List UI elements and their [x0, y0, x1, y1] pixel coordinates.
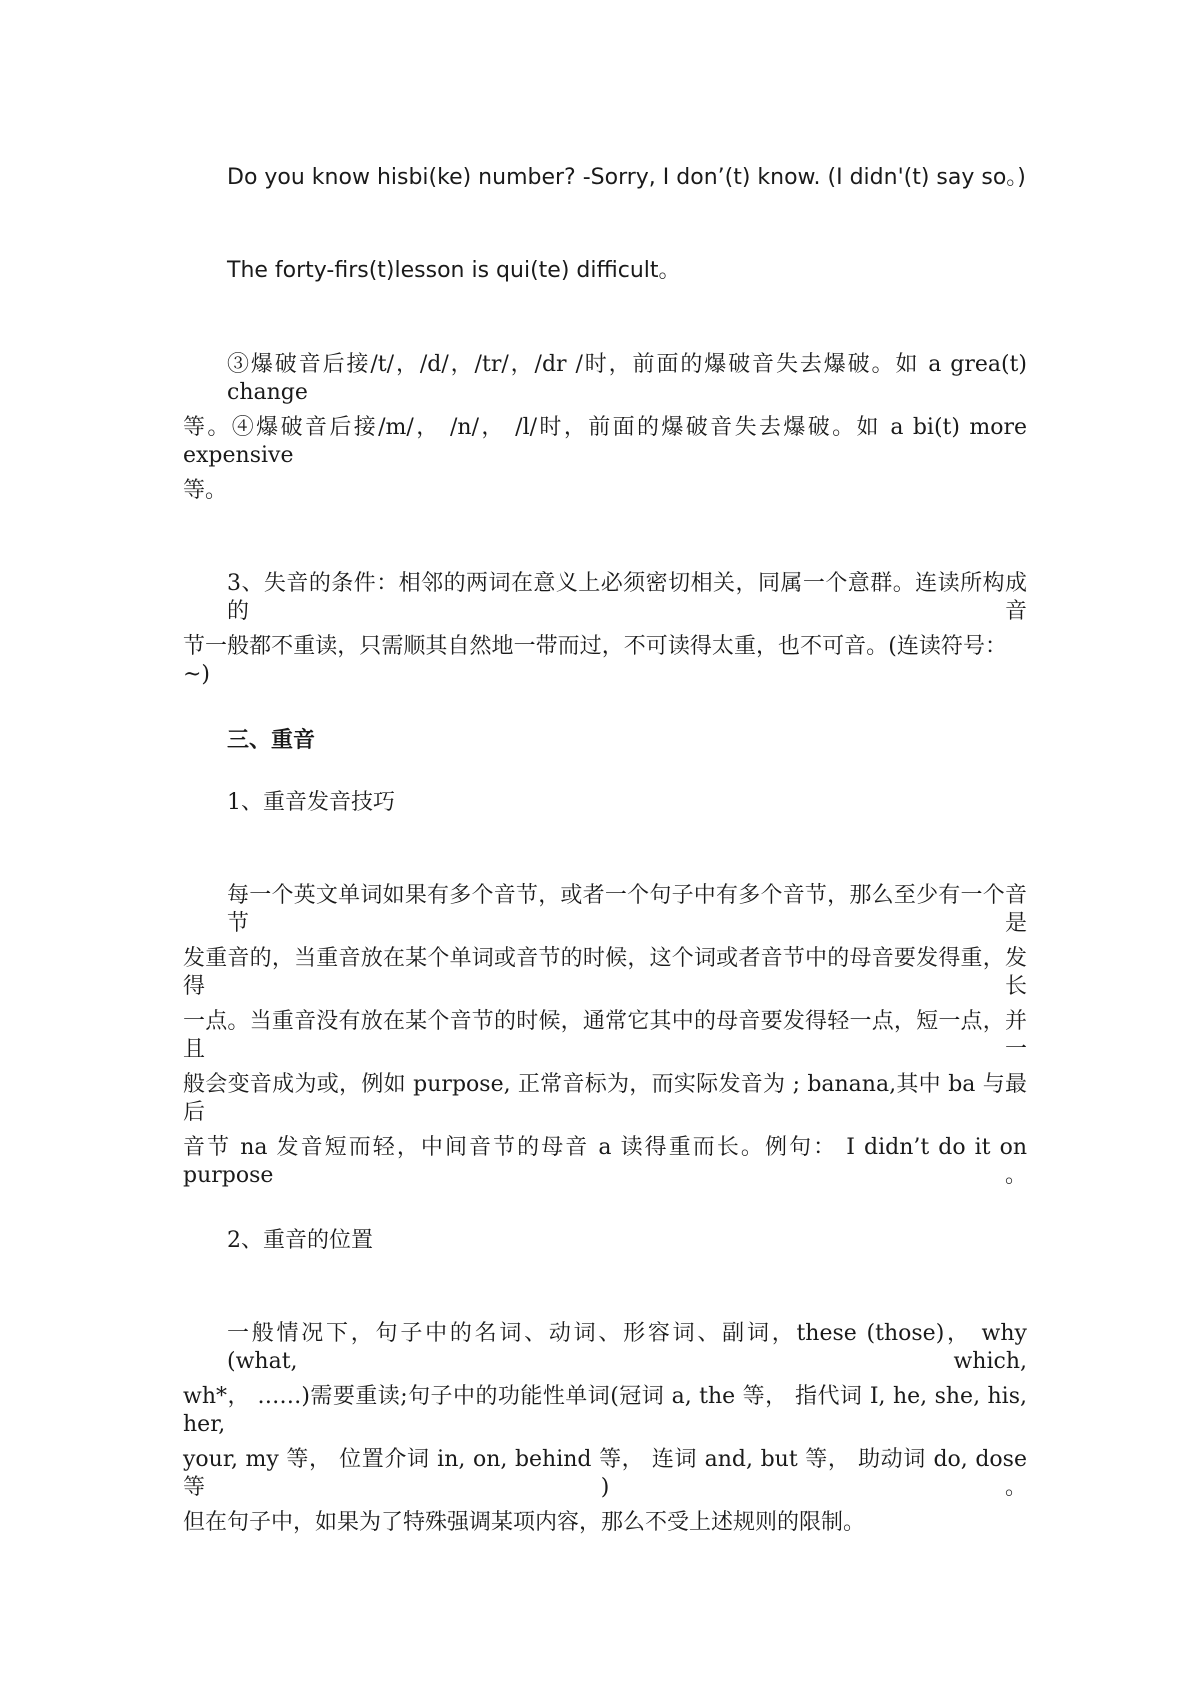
paragraph-line-4: 般会变音成为或，例如 purpose, 正常音标为，而实际发音为 ; banana,其中 ba 与最后	[183, 1072, 1027, 1125]
condition-line-2: 节一般都不重读，只需顺其自然地一带而过，不可读得太重，也不可音。(连读符号：~)	[183, 634, 1007, 687]
paragraph-line-3: 一点。当重音没有放在某个音节的时候，通常它其中的母音要发得轻一点，短一点，并且一	[183, 1009, 1027, 1062]
position-line-4: 但在句子中，如果为了特殊强调某项内容，那么不受上述规则的限制。	[183, 1510, 866, 1535]
paragraph-line-5: 音节 na 发音短而轻，中间音节的母音 a 读得重而长。例句： I didn’t do it on purpose。	[183, 1135, 1027, 1188]
rule-line-3: ③爆破音后接/t/，/d/，/tr/，/dr /时，前面的爆破音失去爆破。如 a grea(t) change	[227, 352, 1027, 405]
example-sentence-1: Do you know hisbi(ke) number? -Sorry, I don’(t) know. (I didn'(t) say so。)	[227, 165, 1026, 190]
paragraph-line-2: 发重音的，当重音放在某个单词或音节的时候，这个词或者音节中的母音要发得重，发得长	[183, 946, 1027, 999]
position-line-2: wh*， ……)需要重读;句子中的功能性单词(冠词 a, the 等， 指代词 I, he, she, his, her,	[183, 1384, 1027, 1437]
rule-line-5: 等。	[183, 478, 228, 503]
subheading-stress-position: 2、重音的位置	[227, 1228, 373, 1253]
condition-line-1: 3、失音的条件：相邻的两词在意义上必须密切相关，同属一个意群。连读所构成的音	[227, 571, 1027, 624]
position-line-1: 一般情况下，句子中的名词、动词、形容词、副词，these (those)， why (what, which,	[227, 1321, 1027, 1374]
example-sentence-2: The forty-firs(t)lesson is qui(te) difficult。	[227, 258, 681, 283]
section-heading-stress: 三、重音	[227, 727, 316, 753]
subheading-stress-technique: 1、重音发音技巧	[227, 790, 395, 815]
paragraph-line-1: 每一个英文单词如果有多个音节，或者一个句子中有多个音节，那么至少有一个音节是	[227, 883, 1027, 936]
position-line-3: your, my 等， 位置介词 in, on, behind 等， 连词 and, but 等， 助动词 do, dose 等)。	[183, 1447, 1027, 1500]
rule-line-4: 等。④爆破音后接/m/， /n/， /l/时，前面的爆破音失去爆破。如 a bi(t) more expensive	[183, 415, 1027, 468]
